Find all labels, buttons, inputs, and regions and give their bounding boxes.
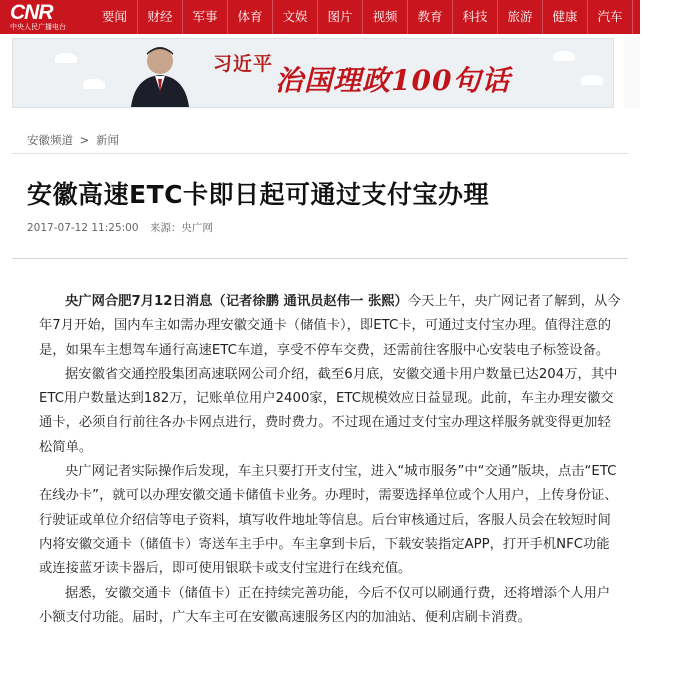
nav-item-video[interactable]: 视频 xyxy=(362,0,407,34)
nav-item-sports[interactable]: 体育 xyxy=(227,0,272,34)
nav-item-tech[interactable]: 科技 xyxy=(452,0,497,34)
nav-item-charity[interactable]: 公益 xyxy=(632,0,677,34)
article-paragraph: 央广网记者实际操作后发现，车主只要打开支付宝，进入“城市服务”中“交通”版块，点击“ETC在线办卡”，就可以办理安徽交通卡储值卡业务。办理时，需要选择单位或个人用户，上传身份证、行驶证或单位介绍信等电子资料，填写收件地址等信息。后台审核通过后，客服人员会在较短时间内将安徽交通卡（储值卡）寄送车主手中。车主拿到卡后，下载安装指定APP，打开手机NFC功能或连接蓝牙读卡器后，即可使用银联卡或支付宝进行在线充值。 xyxy=(39,464,618,577)
banner-slogan: 治国理政100句话 xyxy=(275,64,511,97)
breadcrumb xyxy=(27,132,122,148)
nav-item-education[interactable]: 教育 xyxy=(407,0,452,34)
nav-item-photos[interactable]: 图片 xyxy=(317,0,362,34)
nav-item-military[interactable]: 军事 xyxy=(182,0,227,34)
article-meta xyxy=(27,220,221,235)
divider xyxy=(12,258,628,259)
nav-item-entertainment[interactable]: 文娱 xyxy=(272,0,317,34)
banner-name: 习近平 xyxy=(213,53,274,75)
article-source: 来源：央广网 xyxy=(149,222,213,234)
main-nav xyxy=(92,0,677,34)
logo-subtitle: 中央人民广播电台 xyxy=(10,23,66,31)
article-paragraph: 据安徽省交通控股集团高速联网公司介绍，截至6月底，安徽交通卡用户数量已达204万，其中ETC用户数量达到182万，记账单位用户2400家，ETC规模效应日益显现。此前，车主办理安徽交通卡，必须自行前往各办卡网点进行，费时费力。不过现在通过支付宝办理这样服务就变得更加轻松简单。 xyxy=(39,366,618,455)
breadcrumb-channel-link[interactable]: 安徽频道 xyxy=(27,133,73,147)
dove-icon xyxy=(553,51,575,61)
scrollbar-track[interactable] xyxy=(624,36,640,108)
nav-item-news[interactable]: 要闻 xyxy=(101,9,127,24)
breadcrumb-news-link[interactable]: 新闻 xyxy=(95,133,119,147)
article-paragraph-text: 今天上午，央广网记者了解到，从今年7月开始，国内车主如需办理安徽交通卡（储值卡），即ETC卡，可通过支付宝办理。值得注意的是，如果车主想驾车通行高速ETC车道，享受不停车交费，还需前往客服中心安装电子标签设备。 xyxy=(39,294,621,358)
logo-text: CNR xyxy=(10,1,53,24)
nav-item-finance[interactable]: 财经 xyxy=(137,0,182,34)
dove-icon xyxy=(83,79,105,89)
publish-date: 2017-07-12 11:25:00 xyxy=(27,222,139,234)
nav-item-auto[interactable]: 汽车 xyxy=(587,0,632,34)
nav-item-travel[interactable]: 旅游 xyxy=(497,0,542,34)
dove-icon xyxy=(55,53,77,63)
cnr-logo[interactable] xyxy=(8,2,88,32)
article-paragraph: 据悉，安徽交通卡（储值卡）正在持续完善功能，今后不仅可以刷通行费，还将增添个人用户小额支付功能。届时，广大车主可在安徽高速服务区内的加油站、便利店刷卡消费。 xyxy=(39,585,611,625)
portrait-image xyxy=(125,41,195,107)
promo-banner[interactable] xyxy=(12,38,614,108)
breadcrumb-separator: > xyxy=(79,133,90,147)
article-body xyxy=(39,290,621,630)
article-paragraph xyxy=(39,290,621,363)
divider xyxy=(12,153,628,154)
nav-item-health[interactable]: 健康 xyxy=(542,0,587,34)
top-nav-bar xyxy=(0,0,668,34)
article-lead: 央广网合肥7月12日消息（记者徐鹏 通讯员赵伟一 张熙） xyxy=(65,294,408,309)
article-title: 安徽高速ETC卡即日起可通过支付宝办理 xyxy=(27,180,489,209)
dove-icon xyxy=(581,75,603,85)
